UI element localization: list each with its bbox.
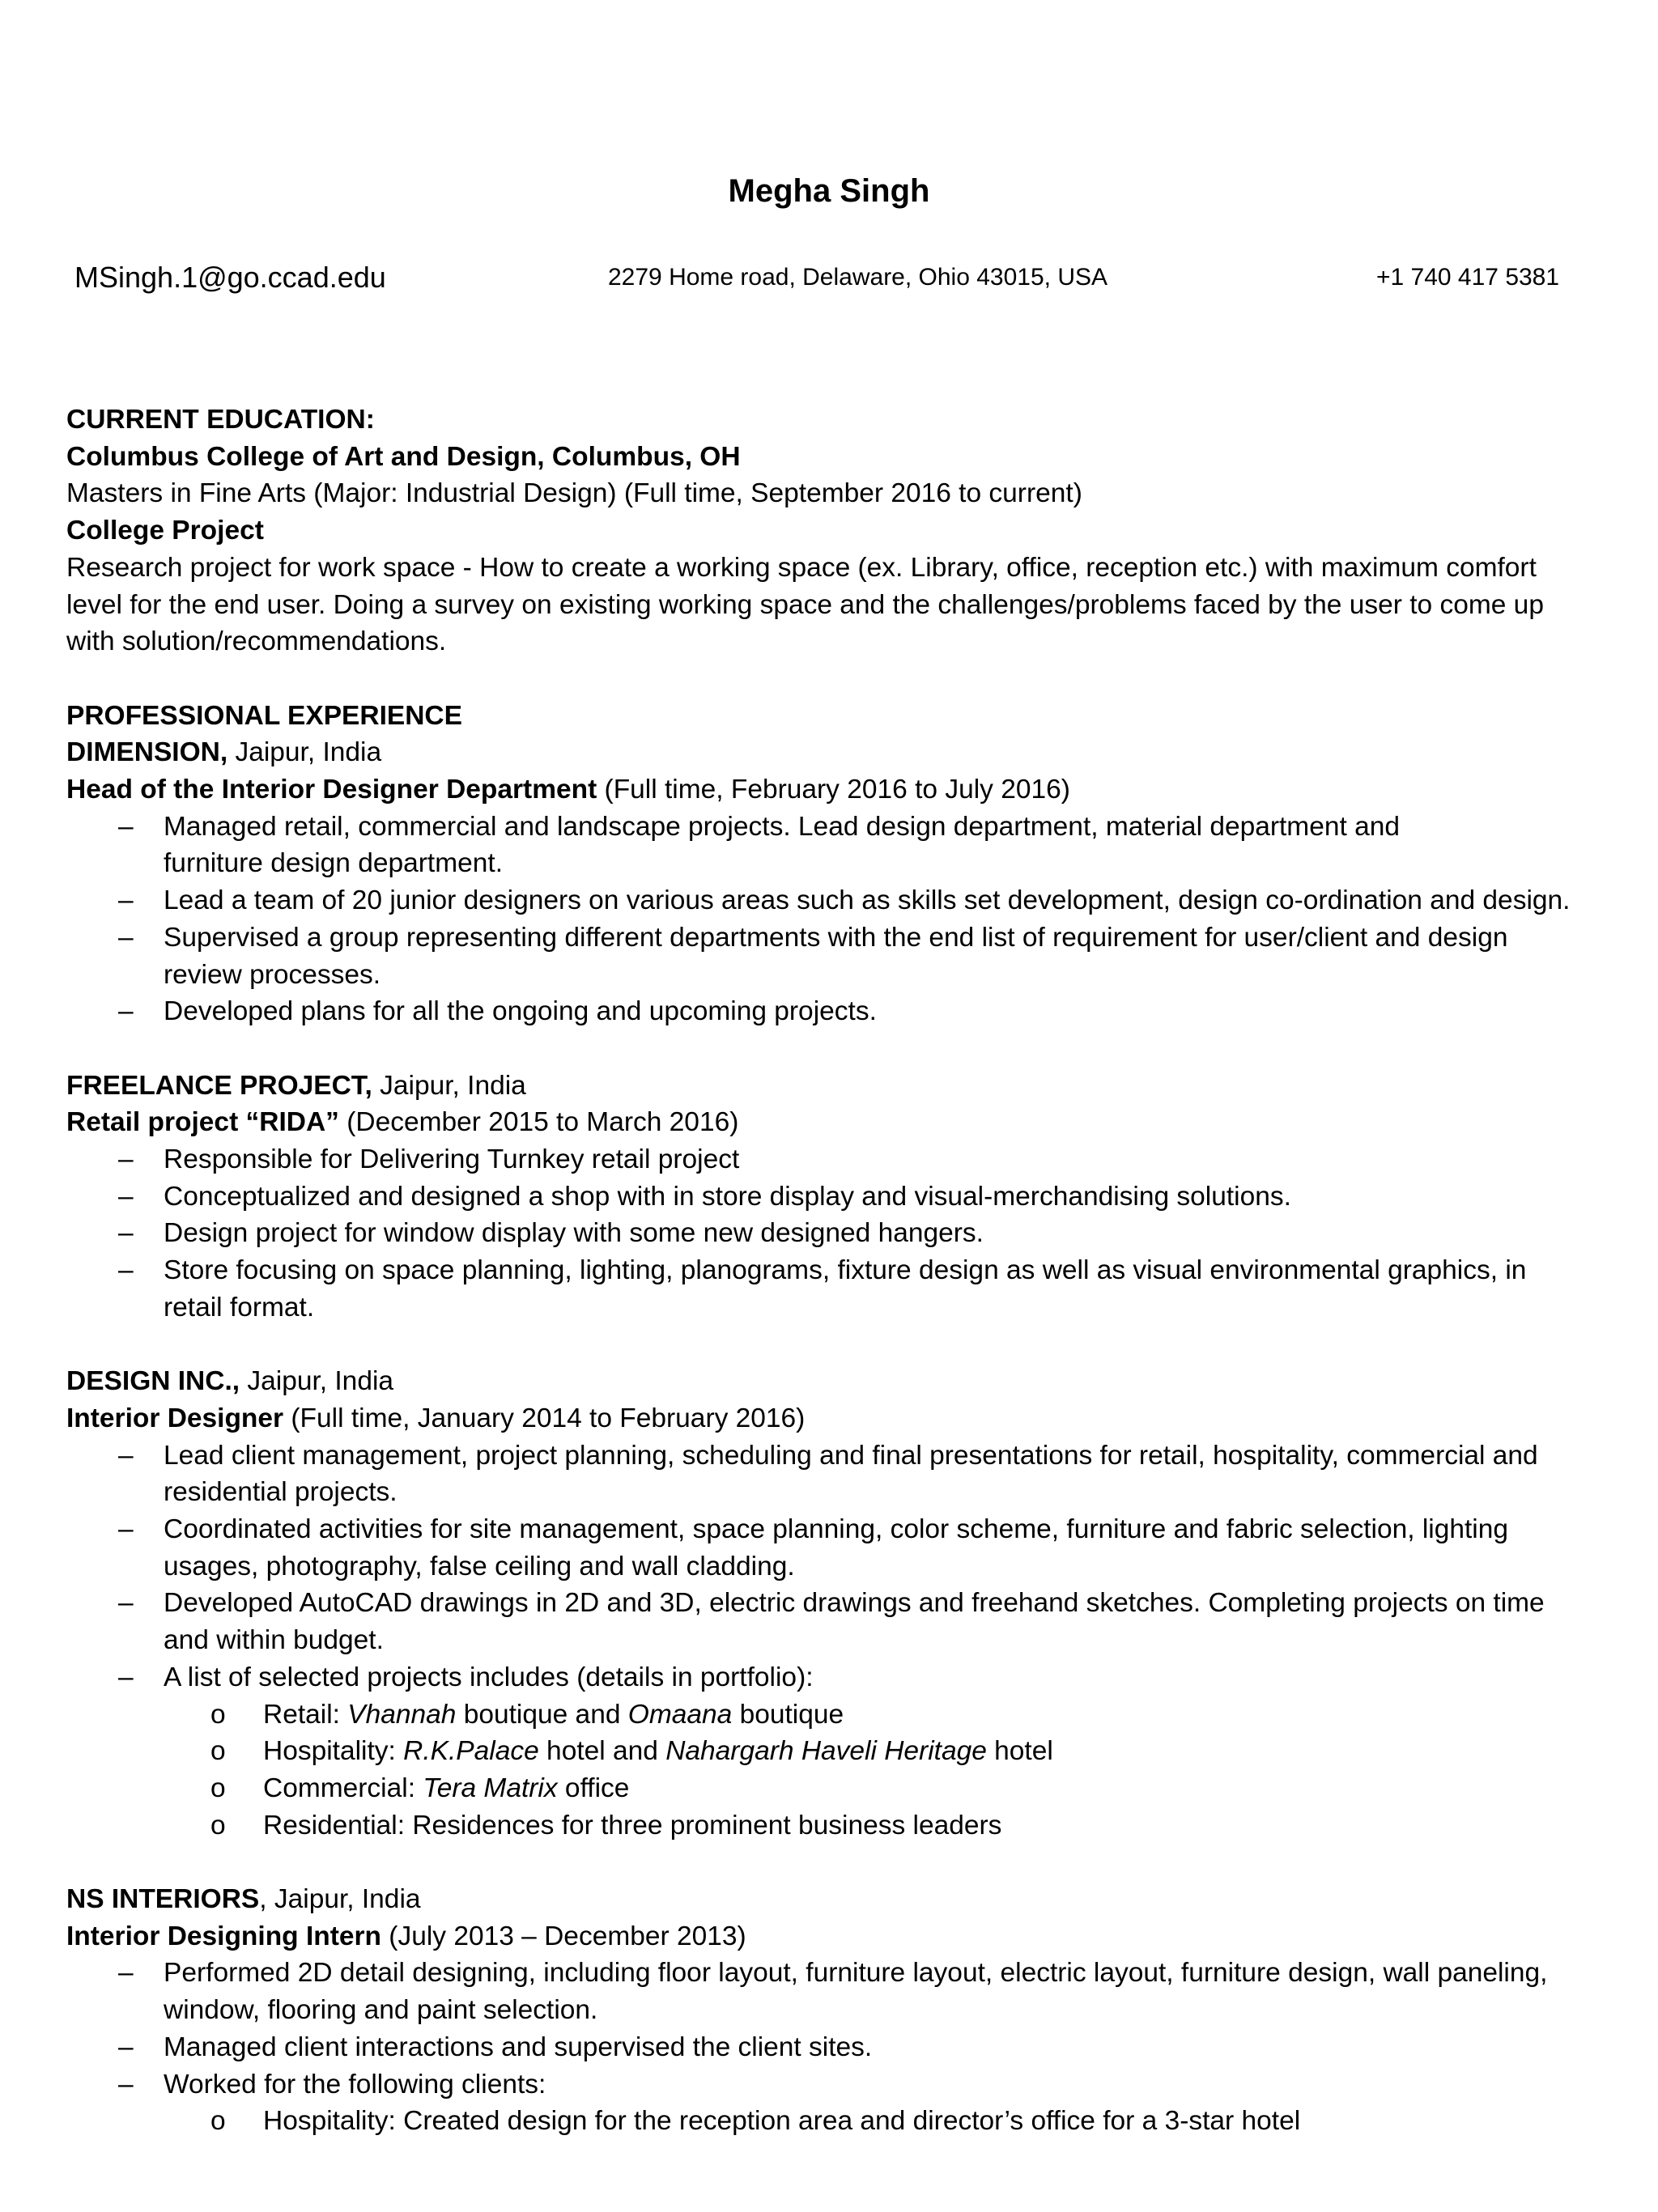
contact-email: MSingh.1@go.ccad.edu bbox=[74, 261, 386, 294]
circle-marker: o bbox=[210, 1736, 226, 1767]
job-ns-interiors bbox=[66, 1881, 1621, 2140]
circle-marker: o bbox=[210, 2106, 226, 2137]
job-bullets bbox=[66, 1141, 1621, 1327]
education-school: Columbus College of Art and Design, Columbus, OH bbox=[66, 441, 741, 472]
sub-list-item: o Residential: Residences for three prominent business leaders bbox=[66, 1807, 1621, 1845]
company-name: FREELANCE PROJECT, bbox=[66, 1070, 372, 1101]
company-location: Jaipur, India bbox=[227, 737, 382, 768]
dash-marker: – bbox=[118, 811, 134, 842]
dash-marker: – bbox=[118, 1255, 134, 1286]
list-item: – Design project for window display with some new designed hangers. bbox=[66, 1215, 1621, 1252]
dash-marker: – bbox=[118, 1144, 134, 1175]
dash-marker: – bbox=[118, 922, 134, 953]
candidate-name: Megha Singh bbox=[728, 173, 930, 209]
project-sublist bbox=[66, 1696, 1621, 1845]
job-period: (Full time, February 2016 to July 2016) bbox=[597, 775, 1070, 805]
list-item: – Supervised a group representing different departments with the end list of requirement for user/client and design review processes. bbox=[66, 919, 1621, 993]
college-project-title: College Project bbox=[66, 516, 264, 546]
dash-marker: – bbox=[118, 1958, 134, 1989]
job-role: Head of the Interior Designer Department bbox=[66, 775, 597, 805]
sub-list-item: o Hospitality: R.K.Palace hotel and Nahargarh Haveli Heritage hotel bbox=[66, 1733, 1621, 1770]
list-item: – Store focusing on space planning, lighting, planograms, fixture design as well as visual environmental graphics, in retail format. bbox=[66, 1252, 1621, 1326]
list-item: – Worked for the following clients: bbox=[66, 2066, 1621, 2104]
education-heading: CURRENT EDUCATION: bbox=[66, 405, 375, 435]
dash-marker: – bbox=[118, 1181, 134, 1212]
experience-heading: PROFESSIONAL EXPERIENCE bbox=[66, 700, 462, 731]
list-item: – Developed AutoCAD drawings in 2D and 3D, electric drawings and freehand sketches. Completing projects on time and within budget. bbox=[66, 1585, 1621, 1658]
job-role: Interior Designer bbox=[66, 1403, 284, 1433]
dash-marker: – bbox=[118, 1218, 134, 1249]
company-name: NS INTERIORS bbox=[66, 1884, 260, 1915]
company-name: DESIGN INC., bbox=[66, 1366, 240, 1397]
job-role: Interior Designing Intern bbox=[66, 1921, 381, 1951]
company-location: , Jaipur, India bbox=[259, 1884, 421, 1915]
circle-marker: o bbox=[210, 1810, 226, 1841]
dash-marker: – bbox=[118, 2069, 134, 2099]
dash-marker: – bbox=[118, 2032, 134, 2062]
list-item: – Lead a team of 20 junior designers on various areas such as skills set development, design co-ordination and design. bbox=[66, 882, 1621, 919]
college-project-line: level for the end user. Doing a survey on existing working space and the challenges/problems faced by the user to come up bbox=[66, 589, 1544, 620]
dash-marker: – bbox=[118, 1662, 134, 1692]
contact-address: 2279 Home road, Delaware, Ohio 43015, USA bbox=[608, 264, 1108, 291]
client-sublist bbox=[66, 2103, 1621, 2140]
job-design-inc bbox=[66, 1363, 1621, 1844]
list-item: – Performed 2D detail designing, including floor layout, furniture layout, electric layout, furniture design, wall paneling, window, flooring and paint selection. bbox=[66, 1955, 1621, 2028]
education-degree: Masters in Fine Arts (Major: Industrial Design) (Full time, September 2016 to current) bbox=[66, 478, 1082, 509]
job-bullets bbox=[66, 809, 1621, 1030]
sub-list-item: o Commercial: Tera Matrix office bbox=[66, 1770, 1621, 1807]
list-item: – Managed client interactions and supervised the client sites. bbox=[66, 2029, 1621, 2066]
job-period: (December 2015 to March 2016) bbox=[338, 1107, 739, 1138]
list-item: – Developed plans for all the ongoing and upcoming projects. bbox=[66, 993, 1621, 1030]
dash-marker: – bbox=[118, 1440, 134, 1471]
sub-list-item: o Hospitality: Created design for the reception area and director’s office for a 3-star hotel bbox=[66, 2103, 1621, 2140]
job-dimension bbox=[66, 734, 1621, 1030]
job-period: (July 2013 – December 2013) bbox=[381, 1921, 746, 1951]
college-project-line: Research project for work space - How to create a working space (ex. Library, office, reception etc.) with maximum comfort bbox=[66, 552, 1537, 583]
list-item: – A list of selected projects includes (details in portfolio): bbox=[66, 1659, 1621, 1696]
company-location: Jaipur, India bbox=[240, 1366, 394, 1397]
dash-marker: – bbox=[118, 1588, 134, 1619]
job-bullets bbox=[66, 1437, 1621, 1696]
contact-phone: +1 740 417 5381 bbox=[1376, 264, 1560, 291]
job-period: (Full time, January 2014 to February 2016) bbox=[283, 1403, 806, 1433]
circle-marker: o bbox=[210, 1699, 226, 1730]
job-bullets bbox=[66, 1955, 1621, 2103]
dash-marker: – bbox=[118, 885, 134, 916]
dash-marker: – bbox=[118, 996, 134, 1027]
resume-body bbox=[66, 401, 1621, 2140]
college-project-line: with solution/recommendations. bbox=[66, 626, 447, 657]
list-item: – Conceptualized and designed a shop with in store display and visual-merchandising solutions. bbox=[66, 1178, 1621, 1216]
list-item: – Coordinated activities for site management, space planning, color scheme, furniture and fabric selection, lighting usages, photography, false ceiling and wall cladding. bbox=[66, 1511, 1621, 1585]
job-freelance bbox=[66, 1068, 1621, 1327]
list-item: – Managed retail, commercial and landscape projects. Lead design department, material department and furniture design department. bbox=[66, 809, 1621, 882]
list-item: – Responsible for Delivering Turnkey retail project bbox=[66, 1141, 1621, 1178]
company-name: DIMENSION, bbox=[66, 737, 228, 768]
dash-marker: – bbox=[118, 1514, 134, 1545]
list-item: – Lead client management, project planning, scheduling and final presentations for retail, hospitality, commercial and residential projects. bbox=[66, 1437, 1621, 1511]
job-role: Retail project “RIDA” bbox=[66, 1107, 339, 1138]
circle-marker: o bbox=[210, 1773, 226, 1803]
company-location: Jaipur, India bbox=[372, 1070, 526, 1101]
sub-list-item: o Retail: Vhannah boutique and Omaana boutique bbox=[66, 1696, 1621, 1734]
